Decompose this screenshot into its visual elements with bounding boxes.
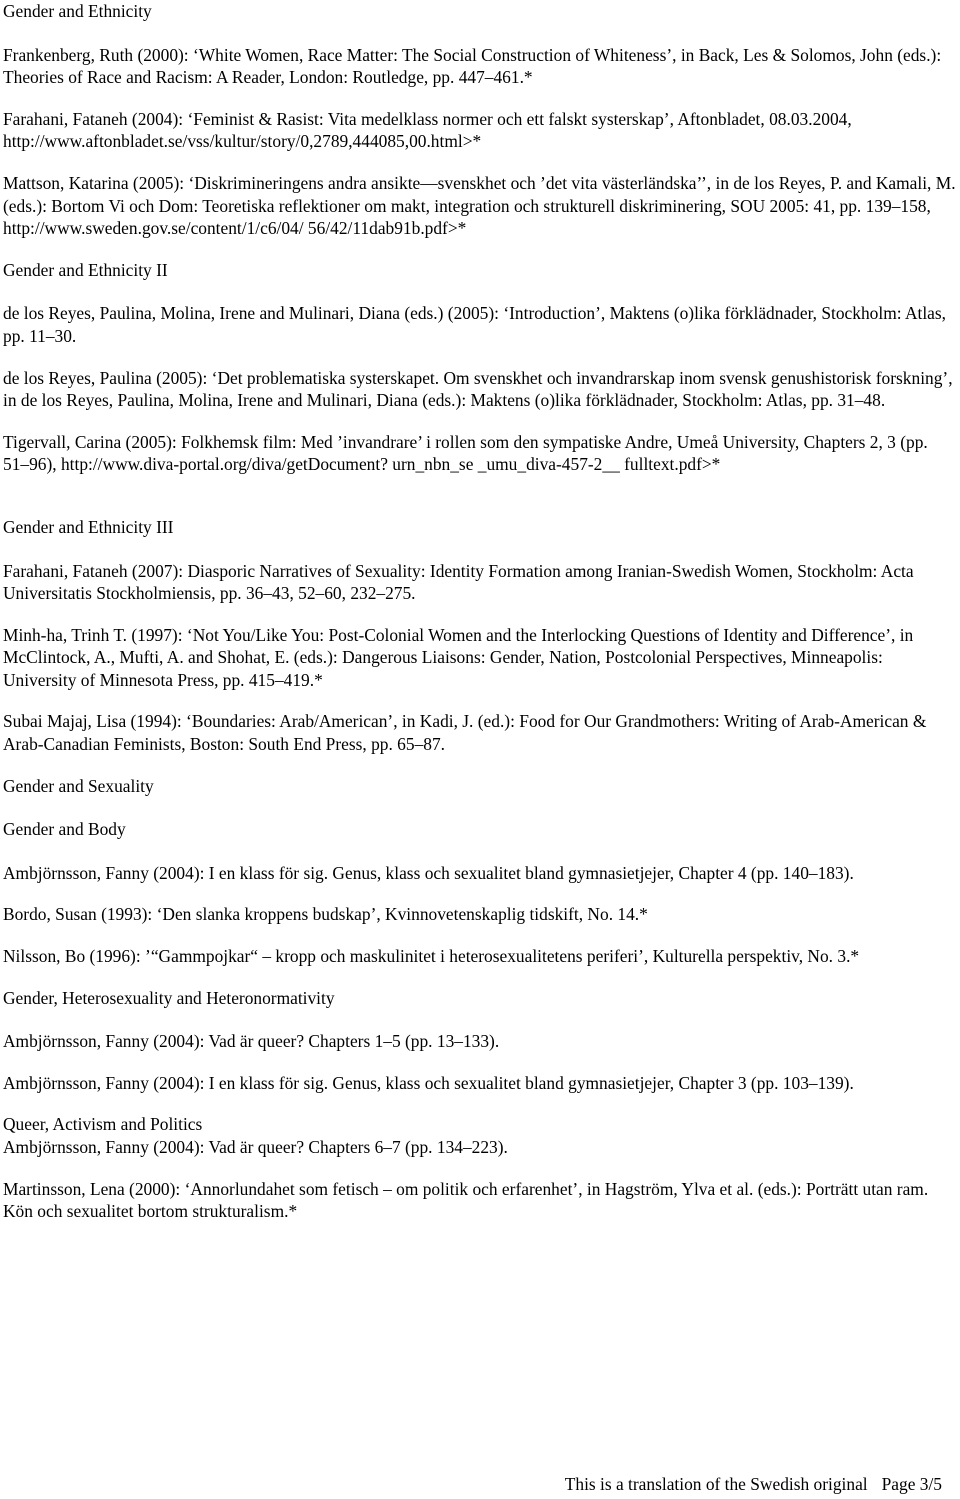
reference-entry: Farahani, Fataneh (2007): Diasporic Narratives of Sexuality: Identity Formation among Iranian-Swedish Women, Stockholm: Acta Universitatis Stockholmiensis, pp. 36–43, 52–60, 232–275. bbox=[3, 560, 914, 604]
reference-entry: Mattson, Katarina (2005): ‘Diskrimineringens andra ansikte—svenskhet och ’det vita västerländska’’, in de los Reyes, P. and Kamali, M. (eds.): Bortom Vi och Dom: Teoretiska reflektioner om makt, integration och strukturell diskriminering, SOU 2005: 41, pp. 139–158, http://www.sweden.gov.se/content/1/c6/04/ 56/42/11dab91b.pdf>* bbox=[3, 172, 956, 239]
reference-entry: Ambjörnsson, Fanny (2004): I en klass för sig. Genus, klass och sexualitet bland gymnasietjejer, Chapter 4 (pp. 140–183). bbox=[3, 862, 854, 883]
reference-entry: de los Reyes, Paulina (2005): ‘Det problematiska systerskapet. Om svenskhet och invandrarskap inom svensk genushistorisk forskning’, in de los Reyes, Paulina, Molina, Irene and Mulinari, Diana (eds.): Maktens (o)lika förklädnader, Stockholm: Atlas, pp. 31–48. bbox=[3, 367, 953, 411]
section-heading-gender-sexuality: Gender and Sexuality bbox=[3, 775, 154, 796]
reference-entry: de los Reyes, Paulina, Molina, Irene and Mulinari, Diana (eds.) (2005): ‘Introduction’, Maktens (o)lika förklädnader, Stockholm: Atlas, pp. 11–30. bbox=[3, 303, 946, 346]
section-heading-heteronormativity: Gender, Heterosexuality and Heteronormativity bbox=[3, 987, 335, 1008]
reference-entry: Minh-ha, Trinh T. (1997): ‘Not You/Like You: Post-Colonial Women and the Interlocking Questions of Identity and Difference’, in McClintock, A., Mufti, A. and Shohat, E. (eds.): Dangerous Liaisons: Gender, Nation, Postcolonial Perspectives, Minneapolis: University of Minnesota Press, pp. 415–419.* bbox=[3, 624, 914, 690]
reference-entry: Martinsson, Lena (2000): ‘Annorlundahet som fetisch – om politik och erfarenhet’, in Hagström, Ylva et al. (eds.): Porträtt utan ram. Kön och sexualitet bortom strukturalism.* bbox=[3, 1178, 929, 1222]
section-heading-gender-body: Gender and Body bbox=[3, 819, 126, 840]
reference-entry: Ambjörnsson, Fanny (2004): I en klass för sig. Genus, klass och sexualitet bland gymnasietjejer, Chapter 3 (pp. 103–139). bbox=[3, 1072, 854, 1093]
section-heading-gender-ethnicity-3: Gender and Ethnicity III bbox=[3, 516, 174, 537]
page-footer bbox=[565, 1473, 942, 1495]
reference-entry: Farahani, Fataneh (2004): ‘Feminist & Rasist: Vita medelklass normer och ett falskt systerskap’, Aftonbladet, 08.03.2004, http://www.aftonbladet.se/vss/kultur/story/0,2789,444085,00.html>* bbox=[3, 108, 852, 152]
section-heading-gender-ethnicity: Gender and Ethnicity bbox=[3, 1, 152, 21]
reference-entry: Ambjörnsson, Fanny (2004): Vad är queer? Chapters 1–5 (pp. 13–133). bbox=[3, 1031, 500, 1052]
section-heading-gender-ethnicity-2: Gender and Ethnicity II bbox=[3, 259, 168, 280]
page-number: Page 3/5 bbox=[881, 1474, 942, 1494]
reference-entry: Frankenberg, Ruth (2000): ‘White Women, Race Matter: The Social Construction of Whiteness’, in Back, Les & Solomos, John (eds.): Theories of Race and Racism: A Reader, London: Routledge, pp. 447–461.* bbox=[3, 44, 942, 88]
reference-entry: Tigervall, Carina (2005): Folkhemsk film: Med ’invandrare’ i rollen som den sympatiske Andre, Umeå University, Chapters 2, 3 (pp. 51–96), http://www.diva-portal.org/diva/getDocument? urn_nbn_se _umu_diva-457-2__ fulltext.pdf>* bbox=[3, 431, 928, 475]
reference-entry: Subai Majaj, Lisa (1994): ‘Boundaries: Arab/American’, in Kadi, J. (ed.): Food for Our Grandmothers: Writing of Arab-American & Arab-Canadian Feminists, Boston: South End Press, pp. 65–87. bbox=[3, 711, 927, 755]
translation-note: This is a translation of the Swedish original bbox=[564, 1474, 868, 1494]
reference-entry: Nilsson, Bo (1996): ’“Gammpojkar“ – kropp och maskulinitet i heterosexualitetens periferi’, Kulturella perspektiv, No. 3.* bbox=[3, 946, 860, 967]
document-page bbox=[3, 0, 958, 1223]
reference-entry: Bordo, Susan (1993): ‘Den slanka kroppens budskap’, Kvinnovetenskaplig tidskift, No. 14.* bbox=[3, 904, 648, 925]
reference-entry: Ambjörnsson, Fanny (2004): Vad är queer? Chapters 6–7 (pp. 134–223). bbox=[3, 1137, 508, 1157]
section-heading-queer-activism: Queer, Activism and Politics bbox=[3, 1114, 203, 1135]
